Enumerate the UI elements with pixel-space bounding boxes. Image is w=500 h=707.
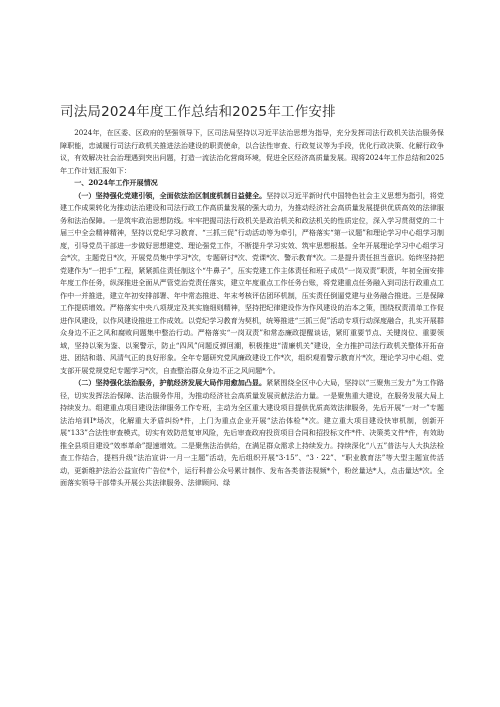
document-title: 司法局2024年度工作总结和2025年工作安排 (60, 104, 336, 120)
intro-paragraph: 2024年，在区委、区政府的坚强领导下，区司法局坚持以习近平法治思想为指导，充分发挥司法行政机关法治服务保障职能，忠诚履行司法行政机关推进法治建设的职责使命，以合法性审查、行政复议等为手段，优化行政决策、化解行政争议，有效解决社会治理遇到突出问题，打造一流法治化营商环境，促进全区经济高质量发展。现将2024年工作总结和2025年工作计划汇报如下： (60, 128, 444, 175)
subsection-paragraph (60, 377, 444, 490)
subsection-paragraph (60, 190, 444, 378)
section-heading: 一、2024年工作开展情况 (74, 178, 158, 187)
subsection-heading: （二）坚持强化法治服务，护航经济发展大局作用愈加凸显。 (74, 378, 267, 387)
subsection-heading: （一）坚持强化党建引领，全面依法治区制度机制日益健全。 (74, 190, 267, 200)
subsection-text: 紧紧围绕全区中心大局，坚持以“三聚焦三发力”为工作路径，切实发挥法治保障、法治服务作用，为推动经济社会高质量发展贡献法治力量。一是聚焦重大建设，在服务发展大局上持续发力。组建重点项目建设法律服务工作专班，主动为全区重大建设项目提供优质高效法律服务，先后开展“一对一”专题法治培训I*场次，化解重大矛盾纠纷*件，上门为重点企业开展“法治体检”*次。建立重大项目建设快审机制，创新开展“133”合法性审查模式，切实有效防范复审风险，先后审查政府投资项目合同和招投标文件*件、决策类文件*件，有效助推全县项目建设“效率革命”提速增效。二是聚焦法治供给，在满足群众需求上持续发力。持续深化“八五”普法与人大执法检查工作结合，提档升级“法治宣讲·一月一主题”活动，先后组织开展“3·15”、“3 · 22”、“职业教育法”等大型主题宣传活动，更新维护法治公益宣传广告位*个，运行科普公众号累计制作、发布各类普法视频*个，粉丝量达*人，点击量达*次。全面落实领导干部带头开展公共法律服务、法律顾问、绿 (60, 378, 444, 487)
subsection-text: 坚持以习近平新时代中国特色社会主义思想为指引，将党建工作成果转化为推动法治建设和司法行政工作高质量发展的强大动力，为推动经济社会高质量发展提供优质高效的法律服务和法治保障。一是筑牢政治思想防线。牢牢把握司法行政机关是政治机关和政法机关的性质定位，深入学习贯彻党的二十届三中全会精神精神，坚持以党纪学习教育、“三抓三促”行动活动等为牵引，严格落实“第一议题”和理论学习中心组学习制度，引导党员干部进一步做好思想建党、理论强党工作，不断提升学习实效、筑牢思想根基。全年开展理论学习中心组学习会*次，主题党日*次，开展党员集中学习*次，专题研讨*次、党课*次、警示教育*次。二是提升责任担当意识。始终坚持把党建作为“一把手”工程，紧紧抓住责任制这个“牛鼻子”，压实党建工作主体责任和班子成员“一岗双责”职责，年初全面安排年度工作任务，纵深推进全面从严管党治党责任落实，建立年度重点工作任务台账，将党建重点任务融入到司法行政重点工作中一并推进，建立年初安排部署、年中常态推进、年末考核评估团环机制，压实责任倒逼党建与业务融合推进。三是保障工作提质增效。严格落实中央八项规定及其实施细则精神，坚持把纪律建设作为作风建设的治本之策，围绕权责清单工作促进作风建设，以作风建设推进工作成效。以党纪学习教育为契机，统筹推进“三抓三促”活动专项行动深度融合，扎实开展群众身边不正之风和腐败问题集中整治行动。严格落实“一岗双责”和常态廉政提醒谈话，紧盯重要节点、关键岗位、重要领域，坚持以案为鉴、以案警示，防止“四风”问题反弹回潮，积极推进“清廉机关”建设，全力推护司法行政机关整体开拓奋进、团结和谐、风清气正的良好形象。全年专题研究党风廉政建设工作*次，组织观看警示教育片*次，理论学习中心组、党支部开展党规党纪专题学习*次，自查整治群众身边不正之风问题*个。 (60, 190, 445, 375)
document-body (60, 127, 444, 490)
